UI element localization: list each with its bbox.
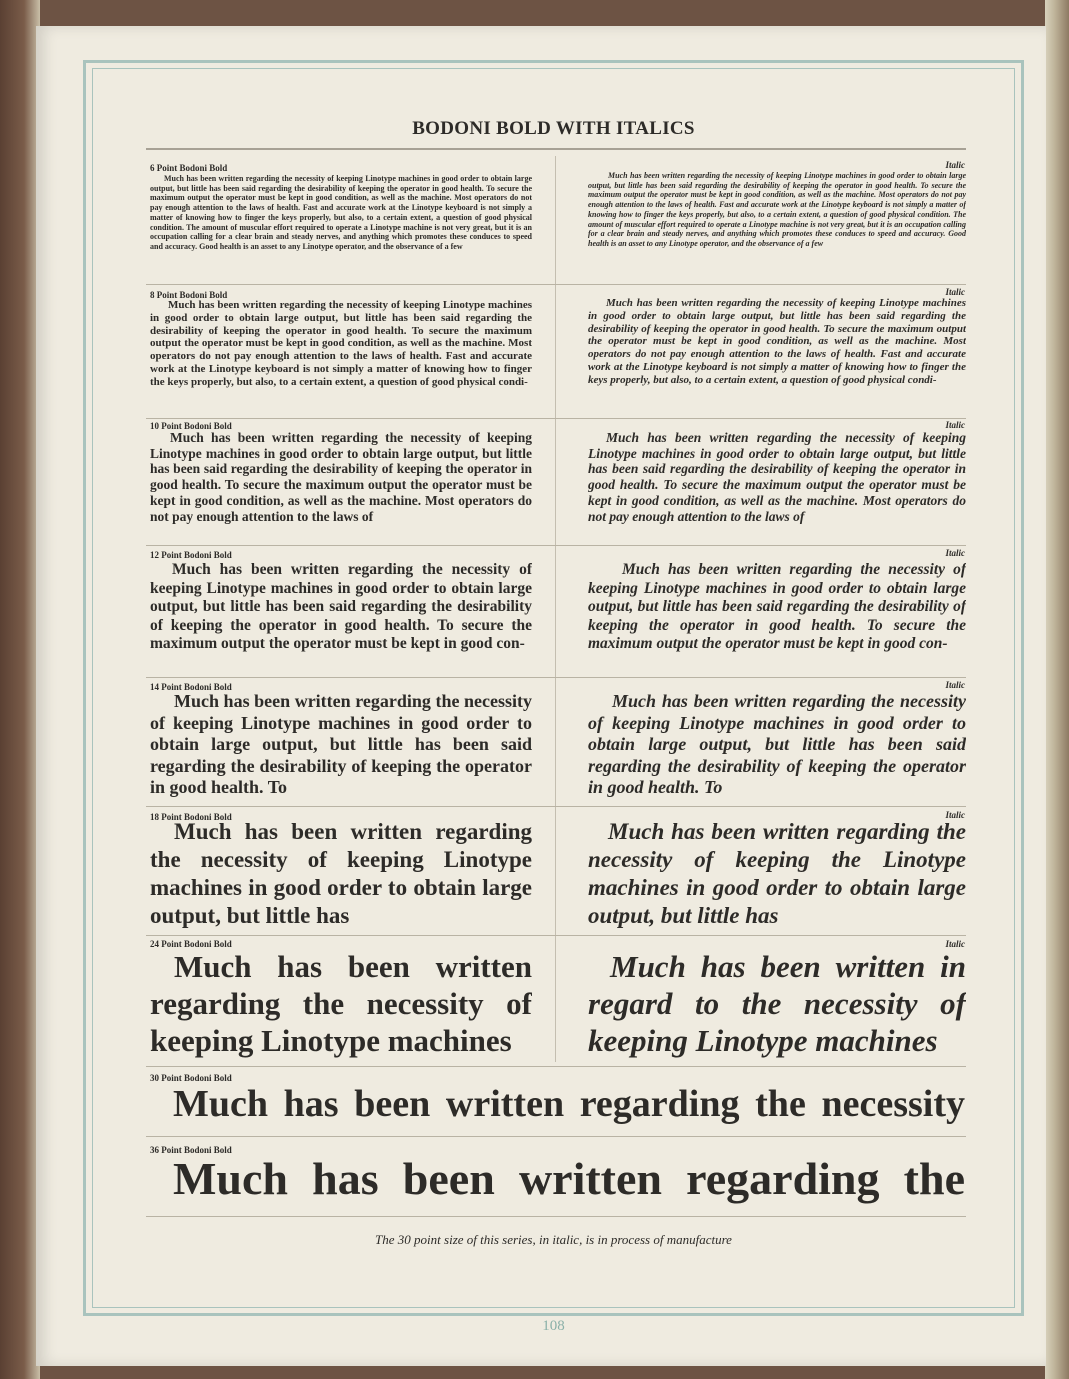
row-rule	[146, 677, 966, 678]
book-page-edge-right	[1045, 0, 1069, 1379]
specimen-italic-text: Much has been written regarding the necessity of keeping the Linotype machines in good order to obtain large output, but little has	[588, 819, 966, 928]
row-rule	[146, 418, 966, 419]
italic-label: Italic	[945, 160, 965, 170]
specimen-text-full: Much has been written regarding the necessity	[173, 1083, 965, 1125]
specimen-text: Much has been written regarding the necessity of keeping Linotype machines in good order to obtain large output, but little has been said regarding the desirability of keeping the operator in good health. To secure the maximum output the operator must be kept in good condition, as well as the machine. Most operators do not pay enough attention to the laws of health. Fast and accurate work at the Linotype keyboard is not simply a matter of knowing how to finger the keys properly, but also, to a certain extent, a question of good physical condi-	[150, 299, 532, 388]
specimen-label: 30 Point Bodoni Bold	[150, 1073, 232, 1083]
page-number: 108	[542, 1318, 565, 1334]
row-rule	[146, 1066, 966, 1067]
specimen-italic-text: Much has been written regarding the necessity of keeping Linotype machines in good order to obtain large output, but little has been said regarding the desirability of keeping the operator in good health. To secure the maximum output the operator must be kept in good con-	[588, 561, 966, 653]
specimen-text-full: Much has been written regarding the	[173, 1153, 965, 1204]
specimen-label: 24 Point Bodoni Bold	[150, 939, 232, 949]
italic-label: Italic	[945, 810, 965, 820]
italic-label: Italic	[945, 680, 965, 690]
row-rule	[146, 935, 966, 936]
footnote: The 30 point size of this series, in italic, is in process of manufacture	[375, 1232, 732, 1247]
specimen-italic-text: Much has been written in regard to the necessity of keeping Linotype machines	[588, 949, 966, 1058]
specimen-text: Much has been written regarding the necessity of keeping Linotype machines in good order to obtain large output, but little has	[150, 819, 532, 928]
specimen-text: Much has been written regarding the necessity of keeping Linotype machines in good order to obtain large output, but little has been said regarding the desirability of keeping the operator in good health. To	[150, 691, 532, 797]
row-rule	[146, 284, 966, 285]
italic-label: Italic	[945, 548, 965, 558]
title-rule	[146, 148, 966, 150]
row-rule	[146, 545, 966, 546]
specimen-text: Much has been written regarding the necessity of keeping Linotype machines in good order to obtain large output, but little has been said regarding the desirability of keeping the operator in good health. To secure the maximum output the operator must be kept in good condition, as well as the machine. Most operators do not pay enough attention to the laws of	[150, 430, 532, 524]
row-rule	[146, 1136, 966, 1137]
row-rule	[146, 1216, 966, 1217]
italic-label: Italic	[945, 420, 965, 430]
specimen-label: 36 Point Bodoni Bold	[150, 1145, 232, 1155]
specimen-text: Much has been written regarding the necessity of keeping Linotype machines	[150, 949, 532, 1058]
italic-label: Italic	[945, 939, 965, 949]
page-title: BODONI BOLD WITH ITALICS	[412, 118, 695, 139]
specimen-italic-text: Much has been written regarding the necessity of keeping Linotype machines in good order to obtain large output, but little has been said regarding the desirability of keeping the operator in good health. To	[588, 691, 966, 797]
specimen-text: Much has been written regarding the necessity of keeping Linotype machines in good order to obtain large output, but little has been said regarding the desirability of keeping the operator in good health. To secure the maximum output the operator must be kept in good condition, as well as the machine. Most operators do not pay enough attention to the laws of health. Fast and accurate work at the Linotype keyboard is not simply a matter of knowing how to finger the keys properly, but also, to a certain extent, a question of good physical condition. The amount of muscular effort required to operate a Linotype machine is not very great, but it is an occupation calling for a clear brain and steady nerves, and anything which promotes these conduces to speed and accuracy. Good health is an asset to any Linotype operator, and the observance of a few	[150, 174, 532, 251]
book-binding-left	[0, 0, 40, 1379]
specimen-label: 10 Point Bodoni Bold	[150, 421, 232, 431]
specimen-label: 12 Point Bodoni Bold	[150, 550, 232, 560]
specimen-label: 6 Point Bodoni Bold	[150, 163, 228, 173]
specimen-label: 14 Point Bodoni Bold	[150, 682, 232, 692]
specimen-text: Much has been written regarding the necessity of keeping Linotype machines in good order to obtain large output, but little has been said regarding the desirability of keeping the operator in good health. To secure the maximum output the operator must be kept in good con-	[150, 561, 532, 653]
specimen-label: 8 Point Bodoni Bold	[150, 290, 228, 300]
specimen-italic-text: Much has been written regarding the necessity of keeping Linotype machines in good order to obtain large output, but little has been said regarding the desirability of keeping the operator in good health. To secure the maximum output the operator must be kept in good condition, as well as the machine. Most operators do not pay enough attention to the laws of health. Fast and accurate work at the Linotype keyboard is not simply a matter of knowing how to finger the keys properly, but also, to a certain extent, a question of good physical condition. The amount of muscular effort required to operate a Linotype machine is not very great, but it is an occupation calling for a clear brain and steady nerves, and anything which promotes these conduces to speed and accuracy. Good health is an asset to any Linotype operator, and the observance of a few	[588, 171, 966, 248]
italic-label: Italic	[945, 287, 965, 297]
specimen-label: 18 Point Bodoni Bold	[150, 812, 232, 822]
specimen-italic-text: Much has been written regarding the necessity of keeping Linotype machines in good order to obtain large output, but little has been said regarding the desirability of keeping the operator in good health. To secure the maximum output the operator must be kept in good condition, as well as the machine. Most operators do not pay enough attention to the laws of health. Fast and accurate work at the Linotype keyboard is not simply a matter of knowing how to finger the keys properly, but also, to a certain extent, a question of good physical condi-	[588, 297, 966, 386]
column-divider	[555, 156, 556, 1062]
row-rule	[146, 806, 966, 807]
specimen-italic-text: Much has been written regarding the necessity of keeping Linotype machines in good order to obtain large output, but little has been said regarding the desirability of keeping the operator in good health. To secure the maximum output the operator must be kept in good condition, as well as the machine. Most operators do not pay enough attention to the laws of	[588, 430, 966, 524]
